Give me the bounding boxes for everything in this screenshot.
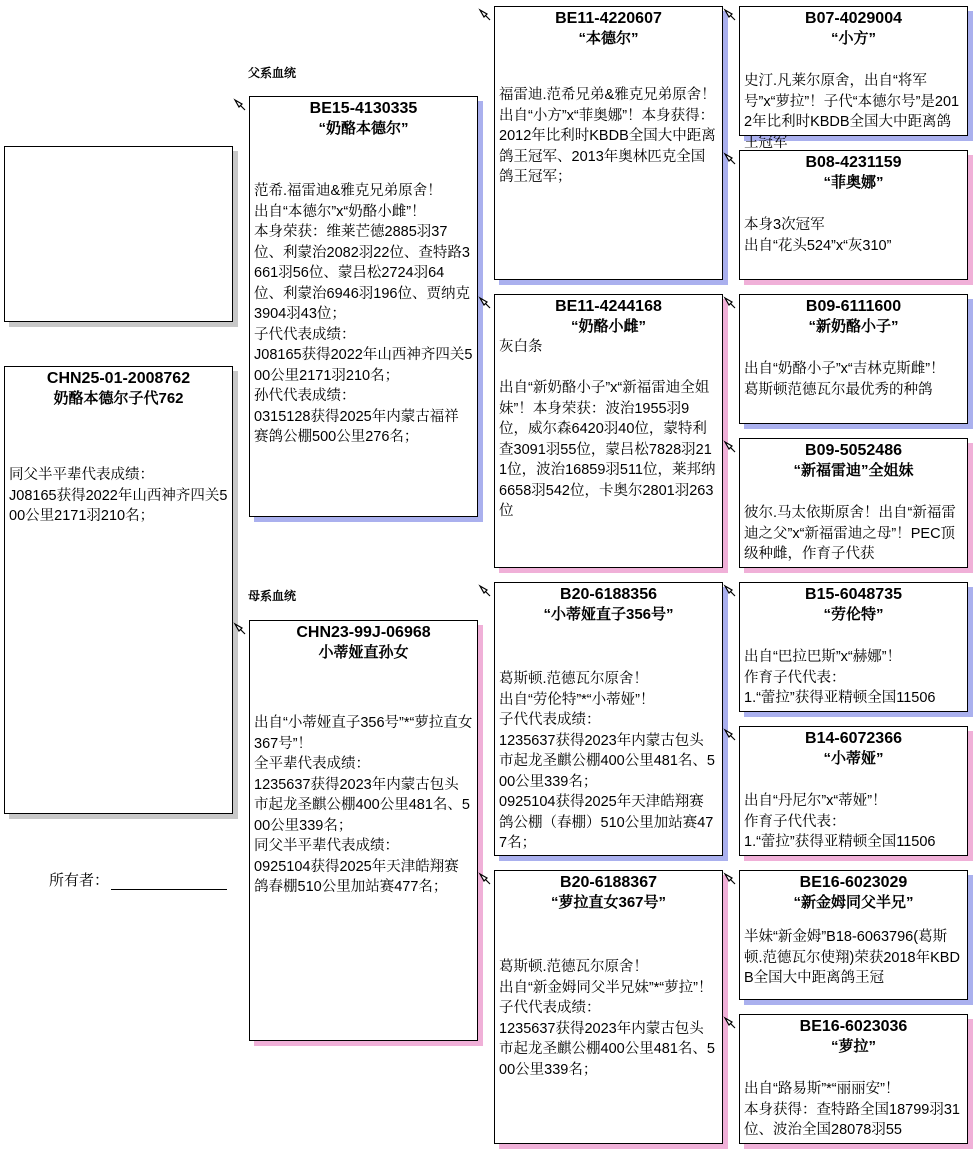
sire-dam-card [494, 294, 723, 568]
dam-dam-card [494, 870, 723, 1144]
dam-dam-ring: B20-6188367 [560, 874, 657, 891]
edit-pin-icon[interactable] [478, 296, 491, 309]
edit-pin-icon[interactable] [233, 622, 246, 635]
subject-name: 奶酪本德尔子代762 [53, 390, 184, 407]
edit-pin-icon[interactable] [723, 872, 736, 885]
edit-pin-icon[interactable] [478, 8, 491, 21]
sdd-card [739, 438, 968, 568]
dam-sire-name: “小蒂娅直子356号” [543, 606, 674, 623]
sire-card [249, 96, 478, 517]
edit-pin-icon[interactable] [478, 584, 491, 597]
ssd-ring: B08-4231159 [805, 154, 902, 171]
subject-card [4, 366, 233, 814]
edit-pin-icon[interactable] [723, 440, 736, 453]
edit-pin-icon[interactable] [723, 296, 736, 309]
ssd-name: “菲奥娜” [823, 174, 884, 191]
sds-ring: B09-6111600 [805, 298, 902, 315]
dsd-text: 出自“丹尼尔”x“蒂娅”！ 作育子代代表： 1.“蕾拉”获得亚精顿全国11506 [744, 793, 936, 850]
sss-card [739, 6, 968, 151]
sire-sire-ring: BE11-4220607 [555, 10, 662, 27]
sire-name: “奶酪本德尔” [318, 120, 409, 137]
dds-card [739, 870, 968, 1000]
edit-pin-icon[interactable] [233, 98, 246, 111]
dam-sire-card [494, 582, 723, 856]
edit-pin-icon[interactable] [723, 8, 736, 21]
ddd-text: 出自“路易斯”*“丽丽安”！ 本身获得：查特路全国18799羽31位、波治全国28078羽55 [744, 1081, 960, 1138]
sdd-ring: B09-5052486 [805, 442, 902, 459]
sire-dam-text: 灰白条 出自“新奶酪小子”x“新福雷迪全姐妹”！本身荣获：波治1955羽9位，威尔森6420羽40位，蒙特利查3091羽55位，蒙吕松7828羽211位，波治16859羽511位，莱邦纳6658羽542位，卡奥尔2801羽263位 [499, 339, 716, 519]
dam-sire-ring: B20-6188356 [560, 586, 657, 603]
dds-name: “新金姆同父半兄” [793, 894, 914, 911]
sdd-text: 彼尔.马太依斯原舍！出自“新福雷迪之父”x“新福雷迪之母”！PEC顶级种雌，作育子代获 [744, 505, 956, 562]
dsd-name: “小蒂娅” [823, 750, 884, 767]
ddd-name: “萝拉” [830, 1038, 876, 1055]
sire-ring: BE15-4130335 [309, 100, 418, 117]
sss-ring: B07-4029004 [805, 10, 902, 27]
sds-name: “新奶酪小子” [808, 318, 899, 335]
dss-name: “劳伦特” [823, 606, 884, 623]
sire-sire-card [494, 6, 723, 280]
edit-pin-icon[interactable] [723, 728, 736, 741]
sire-sire-name: “本德尔” [578, 30, 639, 47]
edit-pin-icon[interactable] [478, 872, 491, 885]
sss-text: 史汀.凡莱尔原舍，出自“将军号”x“萝拉”！子代“本德尔号”是2012年比利时KBDB全国大中距离鸽王冠军 [744, 73, 960, 151]
dss-card [739, 582, 968, 712]
photo-placeholder [4, 146, 233, 322]
sdd-name: “新福雷迪”全姐妹 [793, 462, 914, 479]
dam-sire-text: 葛斯顿.范德瓦尔原舍！ 出自“劳伦特”*“小蒂娅”！ 子代代表成绩： 1235637获得2023年内蒙古包头市起龙圣麒公棚400公里481名、500公里339名； 0925104获得2025年天津皓翔赛鸽公棚（春棚）510公里加站赛477名； [499, 671, 715, 851]
owner-field [49, 869, 227, 890]
dam-ring: CHN23-99J-06968 [296, 624, 431, 641]
dam-card [249, 620, 478, 1041]
dds-ring: BE16-6023029 [799, 874, 908, 891]
sire-dam-ring: BE11-4244168 [555, 298, 662, 315]
dss-ring: B15-6048735 [805, 586, 902, 603]
dsd-card [739, 726, 968, 856]
owner-label: 所有者： [49, 872, 110, 889]
dam-line-label: 母系血统 [248, 589, 297, 603]
ddd-card [739, 1014, 968, 1144]
subject-ring: CHN25-01-2008762 [46, 370, 191, 387]
ssd-card [739, 150, 968, 280]
sire-line-label: 父系血统 [248, 66, 297, 80]
sire-sire-text: 福雷迪.范希兄弟&雅克兄弟原舍！出自“小方”x“菲奥娜”！本身获得：2012年比利时KBDB全国大中距离鸽王冠军、2013年奥林匹克全国鸽王冠军； [499, 87, 716, 185]
edit-pin-icon[interactable] [723, 1016, 736, 1029]
sire-dam-name: “奶酪小雌” [570, 318, 646, 335]
dam-name: 小蒂娅直孙女 [318, 644, 409, 661]
owner-blank-line [111, 873, 227, 890]
ssd-text: 本身3次冠军 出自“花头524”x“灰310” [744, 217, 892, 254]
dsd-ring: B14-6072366 [805, 730, 902, 747]
sds-card [739, 294, 968, 424]
dam-dam-text: 葛斯顿.范德瓦尔原舍！ 出自“新金姆同父半兄妹”*“萝拉”！ 子代代表成绩： 1235637获得2023年内蒙古包头市起龙圣麒公棚400公里481名、500公里339名； [499, 959, 715, 1078]
subject-text: 同父半平辈代表成绩： J08165获得2022年山西神齐四关500公里2171羽210名； [9, 467, 228, 524]
ddd-ring: BE16-6023036 [799, 1018, 908, 1035]
edit-pin-icon[interactable] [723, 584, 736, 597]
dss-text: 出自“巴拉巴斯”x“赫娜”！ 作育子代代表： 1.“蕾拉”获得亚精顿全国11506 [744, 649, 936, 706]
dds-text: 半妹“新金姆”B18-6063796(葛斯顿.范德瓦尔使翔)荣获2018年KBDB全国大中距离鸽王冠 [744, 929, 960, 986]
sire-text: 范希.福雷迪&雅克兄弟原舍！ 出自“本德尔”x“奶酪小雌”！ 本身荣获：维莱芒德2885羽37位、利蒙治2082羽22位、查特路3661羽56位、蒙吕松2724羽64位、利蒙治6946羽196位、贾纳克3904羽43位； 子代代表成绩： J08165获得2022年山西神齐四关500公里2171羽210名； 孙代代表成绩： 0315128获得2025年内蒙古福祥赛鸽公棚500公里276名； [254, 183, 473, 445]
sds-text: 出自“奶酪小子”x“吉林克斯雌”！ 葛斯顿范德瓦尔最优秀的种鸽 [744, 361, 945, 398]
sss-name: “小方” [830, 30, 876, 47]
dam-text: 出自“小蒂娅直子356号”*“萝拉直女367号”！ 全平辈代表成绩： 1235637获得2023年内蒙古包头市起龙圣麒公棚400公里481名、500公里339名； 同父半平辈代表成绩： 0925104获得2025年天津皓翔赛鸽春棚510公里加站赛477名； [254, 715, 473, 895]
edit-pin-icon[interactable] [723, 152, 736, 165]
dam-dam-name: “萝拉直女367号” [550, 894, 667, 911]
